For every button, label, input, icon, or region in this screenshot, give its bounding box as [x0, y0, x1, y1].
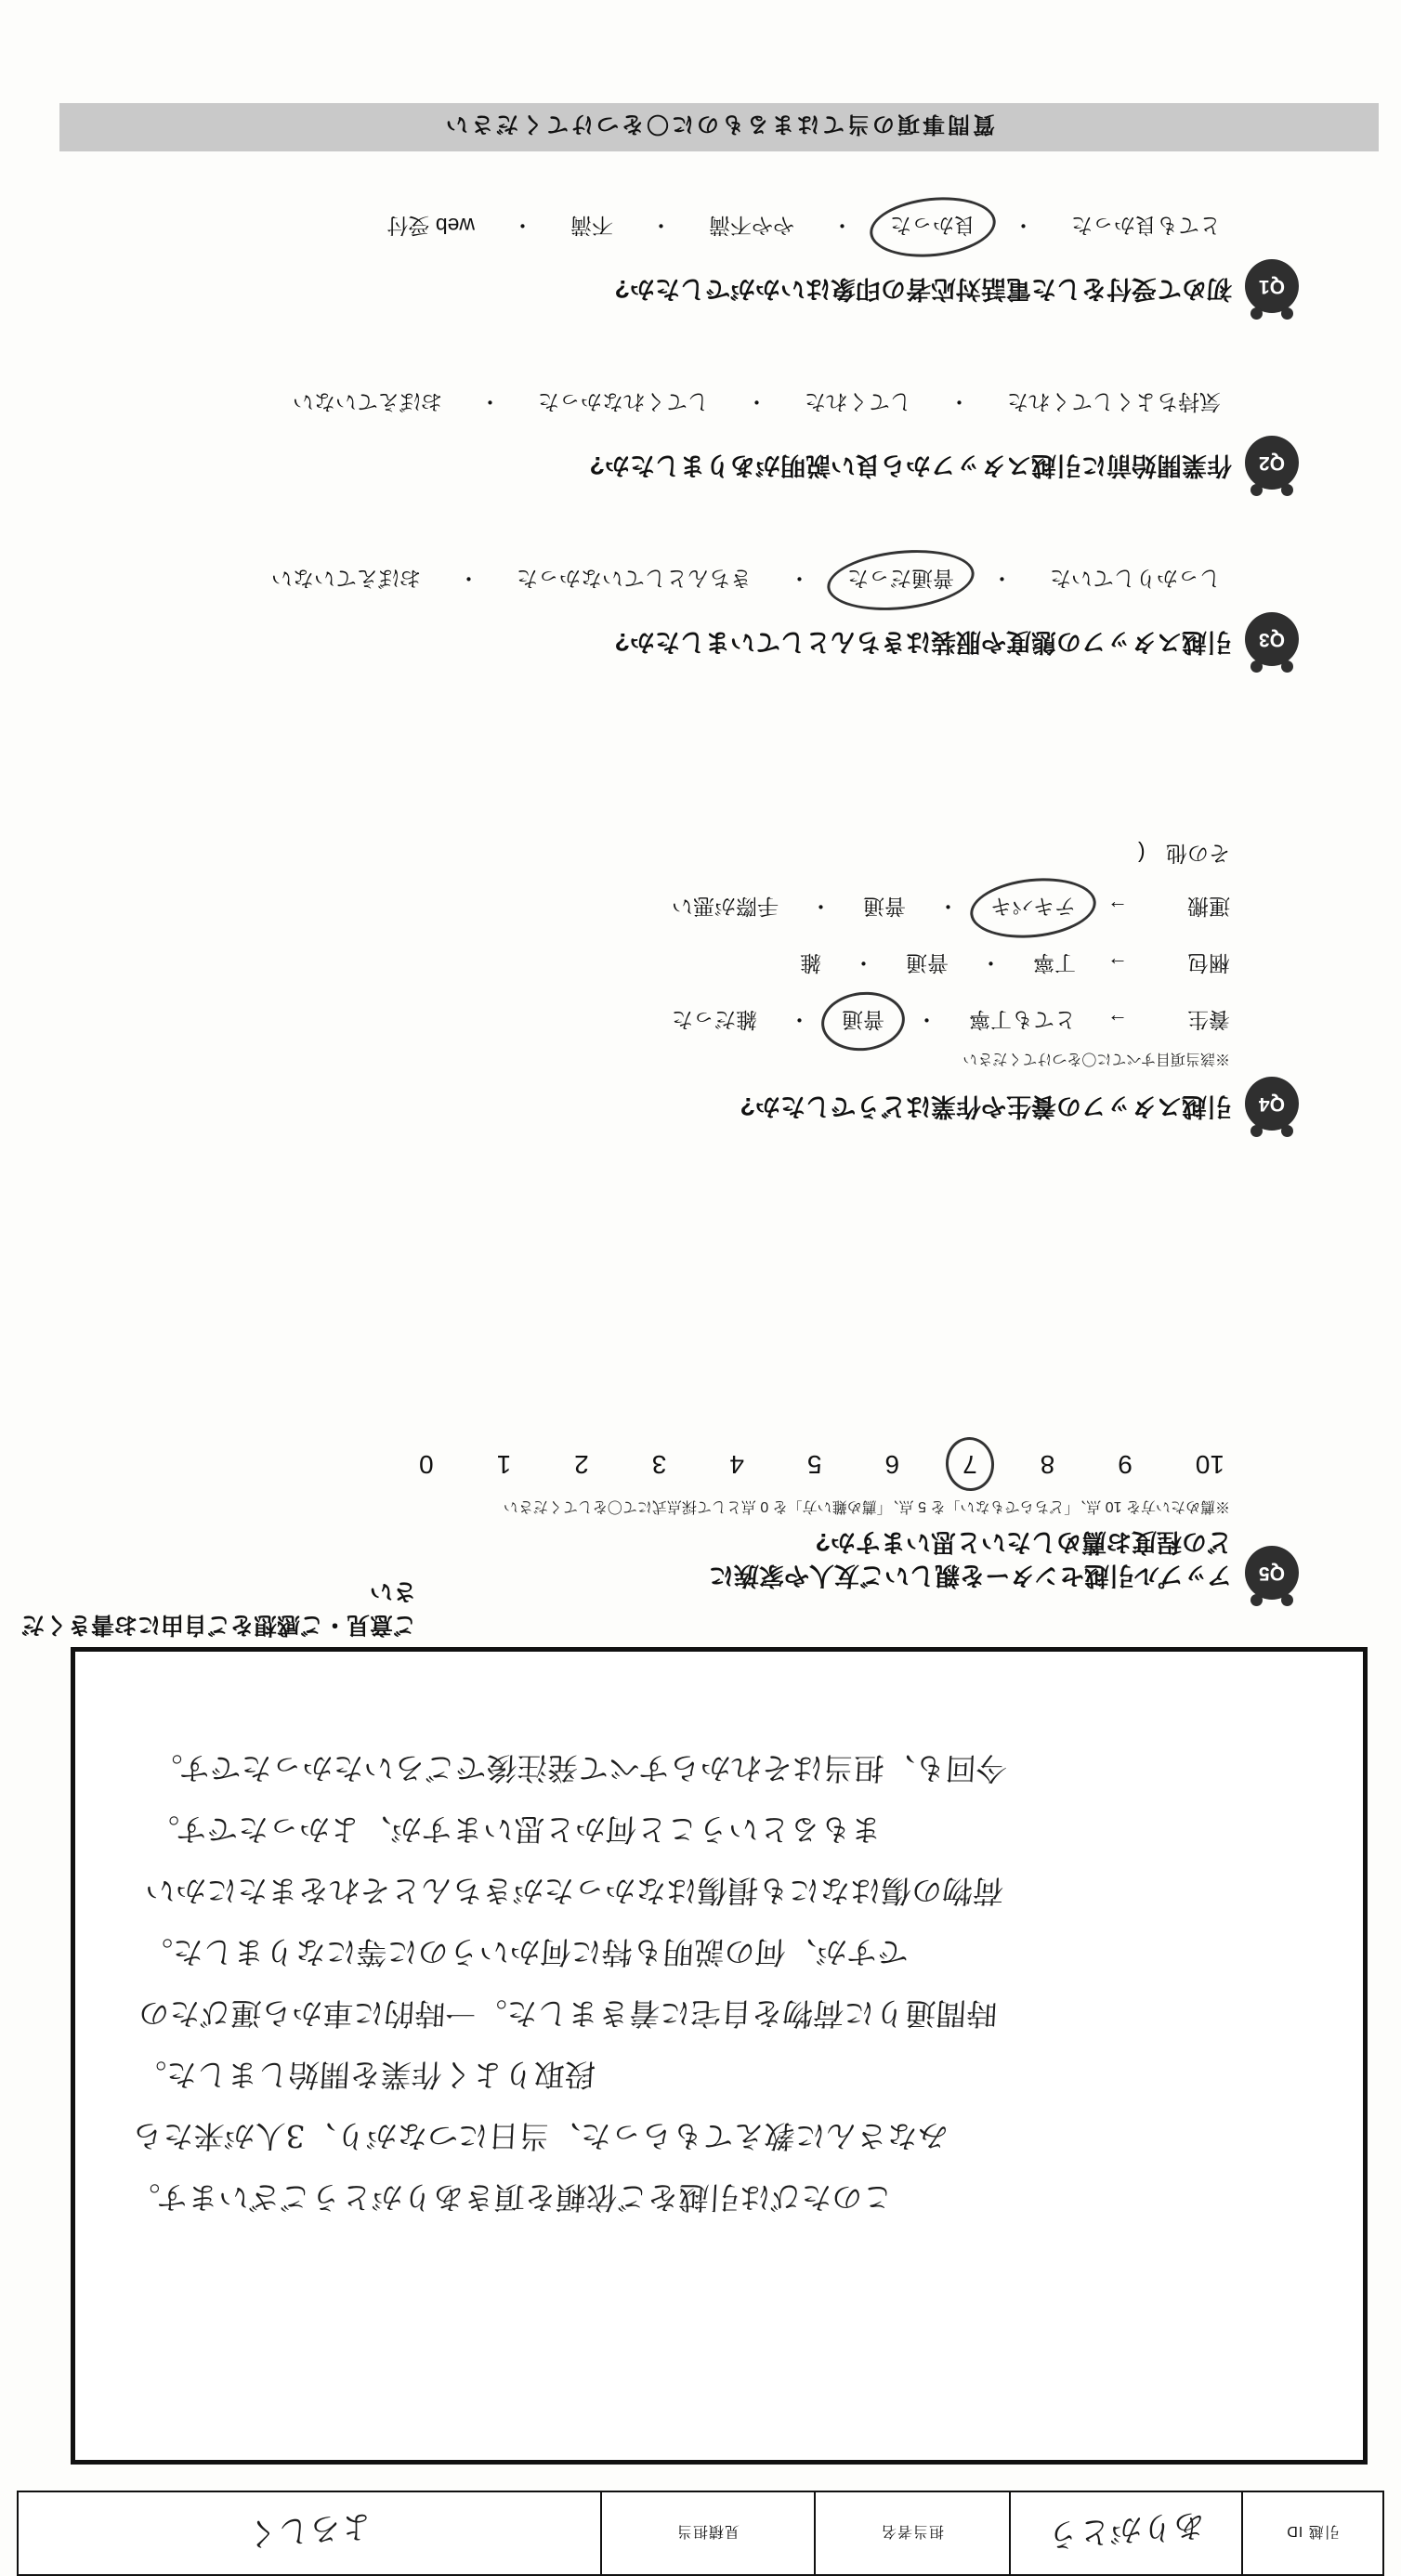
arrow-icon: → — [1107, 896, 1128, 921]
header-handwriting-2: よろしく — [245, 2506, 373, 2554]
header-cell-id — [1241, 2492, 1382, 2574]
q4-other-value[interactable]: ( — [951, 842, 1146, 866]
q1-option-selected[interactable]: 良かった — [881, 208, 985, 246]
q2-options — [63, 385, 1230, 423]
question-q5 — [63, 1447, 1299, 1596]
q5-scale-option[interactable]: 1 — [496, 1450, 512, 1480]
q1-option[interactable]: とても良かった — [1071, 214, 1221, 238]
header-cell-staff — [814, 2492, 1009, 2574]
q5-scale — [63, 1447, 1230, 1481]
q4-option[interactable]: 普通 — [863, 895, 906, 919]
q5-note: ※薦めたい方を 10 点、「どちらでもない」を 5 点、「薦め難い方」を 0 点として採点式にて〇をしてください — [503, 1498, 1230, 1515]
q3-option[interactable]: おぼえていない — [271, 567, 421, 591]
q5-scale-option[interactable]: 3 — [651, 1450, 667, 1480]
option-separator: ・ — [980, 951, 1002, 975]
comment-box[interactable] — [71, 1647, 1368, 2465]
comment-label: ご意見・ご感想をご自由にお書きください — [20, 1578, 416, 1638]
option-separator: ・ — [746, 390, 767, 414]
q4-other-label: その他 — [1166, 842, 1230, 866]
q4-option[interactable]: 普通 — [906, 951, 949, 975]
q5-scale-option[interactable]: 8 — [1040, 1450, 1055, 1480]
option-separator: ・ — [916, 1008, 937, 1032]
q5-scale-option[interactable]: 10 — [1195, 1450, 1224, 1480]
q3-option-selected[interactable]: 普通だった — [838, 561, 963, 599]
survey-title-bar: 質問事項の当てはまるものに〇をつけてください — [59, 103, 1379, 151]
q3-option[interactable]: しっかりしていた — [1050, 567, 1221, 591]
q4-note: ※該当項目すべてに〇をつけてください — [962, 1051, 1230, 1066]
q4-row-key: 運搬 — [1187, 895, 1230, 919]
q5-text-line1: アップル引越センターを親しいご友人や家族に — [709, 1562, 1232, 1589]
comment-line: みなさんに教えてもらった、当日につながり、3人が来たら — [131, 2118, 949, 2154]
q4-text: 引越スタッフの養生や作業はどうでしたか? — [740, 1092, 1232, 1120]
q4-option[interactable]: 手際が悪い — [672, 895, 779, 919]
q1-badge: Q1 — [1245, 259, 1299, 313]
q5-scale-option[interactable]: 0 — [419, 1450, 434, 1480]
question-q3 — [63, 561, 1299, 662]
option-separator: ・ — [650, 214, 672, 238]
q4-row-yojo — [63, 1002, 1230, 1040]
q4-option[interactable]: 丁寧 — [1033, 951, 1076, 975]
option-separator: ・ — [789, 1008, 810, 1032]
option-separator: ・ — [831, 214, 853, 238]
q5-scale-option[interactable]: 9 — [1118, 1450, 1133, 1480]
question-q4 — [63, 840, 1299, 1127]
q4-option[interactable]: 雑だった — [672, 1008, 757, 1032]
q4-row-konpou — [63, 946, 1230, 984]
q5-text-line2: どの程度お薦めしたいと思いますか? — [815, 1527, 1232, 1556]
comment-line: 荷物の傷はなにも損傷はなかったがきちんとそれをまたにかい — [144, 1873, 1005, 1909]
option-separator: ・ — [789, 567, 810, 591]
question-q1 — [63, 208, 1299, 309]
header-handwriting-1: ありがとう — [1046, 2505, 1206, 2555]
q5-scale-option[interactable]: 6 — [884, 1450, 900, 1480]
header-cell-person — [1009, 2492, 1241, 2574]
q1-option[interactable]: web 受付 — [386, 214, 475, 238]
q5-scale-option[interactable]: 2 — [574, 1450, 589, 1480]
q3-badge: Q3 — [1245, 612, 1299, 666]
q4-rows — [63, 889, 1230, 1040]
option-separator: ・ — [479, 390, 501, 414]
q5-scale-option[interactable]: 5 — [806, 1450, 822, 1480]
q2-badge: Q2 — [1245, 436, 1299, 490]
comment-line: 時間通りに荷物を自宅に着きました。一時的に車から運びたの — [137, 1995, 999, 2032]
header-table — [17, 2491, 1384, 2576]
option-separator: ・ — [937, 895, 959, 919]
q5-scale-option[interactable]: 4 — [729, 1450, 744, 1480]
q4-badge: Q4 — [1245, 1077, 1299, 1131]
q2-option[interactable]: してくれなかった — [538, 390, 709, 414]
q5-badge: Q5 — [1245, 1546, 1299, 1600]
q1-options — [63, 208, 1230, 246]
arrow-icon: → — [1107, 953, 1128, 977]
q4-option[interactable]: とても丁寧 — [969, 1008, 1076, 1032]
q3-option[interactable]: きちんとしていなかった — [517, 567, 752, 591]
q4-option-selected[interactable]: 普通 — [832, 1002, 894, 1040]
option-separator: ・ — [1013, 214, 1034, 238]
q5-scale-option-selected[interactable]: 7 — [957, 1447, 983, 1481]
comment-line: ですが、何の説明も特に何かいうのに等になりました。 — [140, 1934, 910, 1970]
q1-option[interactable]: やや不満 — [709, 214, 794, 238]
header-label-estimate: 見積担当 — [676, 2523, 740, 2540]
option-separator: ・ — [991, 567, 1013, 591]
q4-row-unpan — [63, 889, 1230, 927]
question-q2 — [63, 385, 1299, 486]
comment-handwriting — [127, 1737, 1296, 2228]
q1-option[interactable]: 不満 — [570, 214, 613, 238]
option-separator: ・ — [949, 390, 970, 414]
comment-line: 段取りよく作業を開始しました。 — [134, 2057, 596, 2093]
q4-row-key: 養生 — [1187, 1008, 1230, 1032]
q2-option[interactable]: してくれた — [805, 390, 911, 414]
header-cell-free — [19, 2492, 600, 2574]
q4-option-selected[interactable]: テキパキ — [981, 889, 1085, 927]
q3-options — [63, 561, 1230, 599]
q1-text: 初めて受付をした電話対応者の印象はいかがでしたか? — [614, 275, 1232, 303]
comment-line: このたびは引越をご依頼を頂きありがとうございます。 — [127, 2179, 895, 2216]
q4-option[interactable]: 雑 — [800, 951, 821, 975]
q4-other-line[interactable] — [63, 840, 1230, 870]
option-separator: ・ — [853, 951, 874, 975]
header-cell-estimate — [600, 2492, 814, 2574]
q2-option[interactable]: おぼえていない — [293, 390, 442, 414]
option-separator: ・ — [458, 567, 479, 591]
comment-line: まもるということ何かと思いますが、よかったです。 — [147, 1811, 884, 1848]
comment-line: 今回も、担当はそれからすべて発注後でごろいたかったです。 — [151, 1750, 1008, 1786]
q2-text: 作業開始前に引越スタッフから良い説明がありましたか? — [589, 451, 1232, 479]
q4-row-key: 梱包 — [1187, 951, 1230, 975]
option-separator: ・ — [810, 895, 831, 919]
option-separator: ・ — [512, 214, 533, 238]
q2-option[interactable]: 気持ちよくしてくれた — [1007, 390, 1221, 414]
q5-text — [709, 1524, 1232, 1596]
q3-text: 引越スタッフの態度や服装はきちんとしていましたか? — [614, 628, 1232, 656]
arrow-icon: → — [1107, 1010, 1128, 1034]
header-label-id: 引越 ID — [1286, 2523, 1340, 2540]
header-label-staff: 担当者名 — [881, 2523, 945, 2540]
